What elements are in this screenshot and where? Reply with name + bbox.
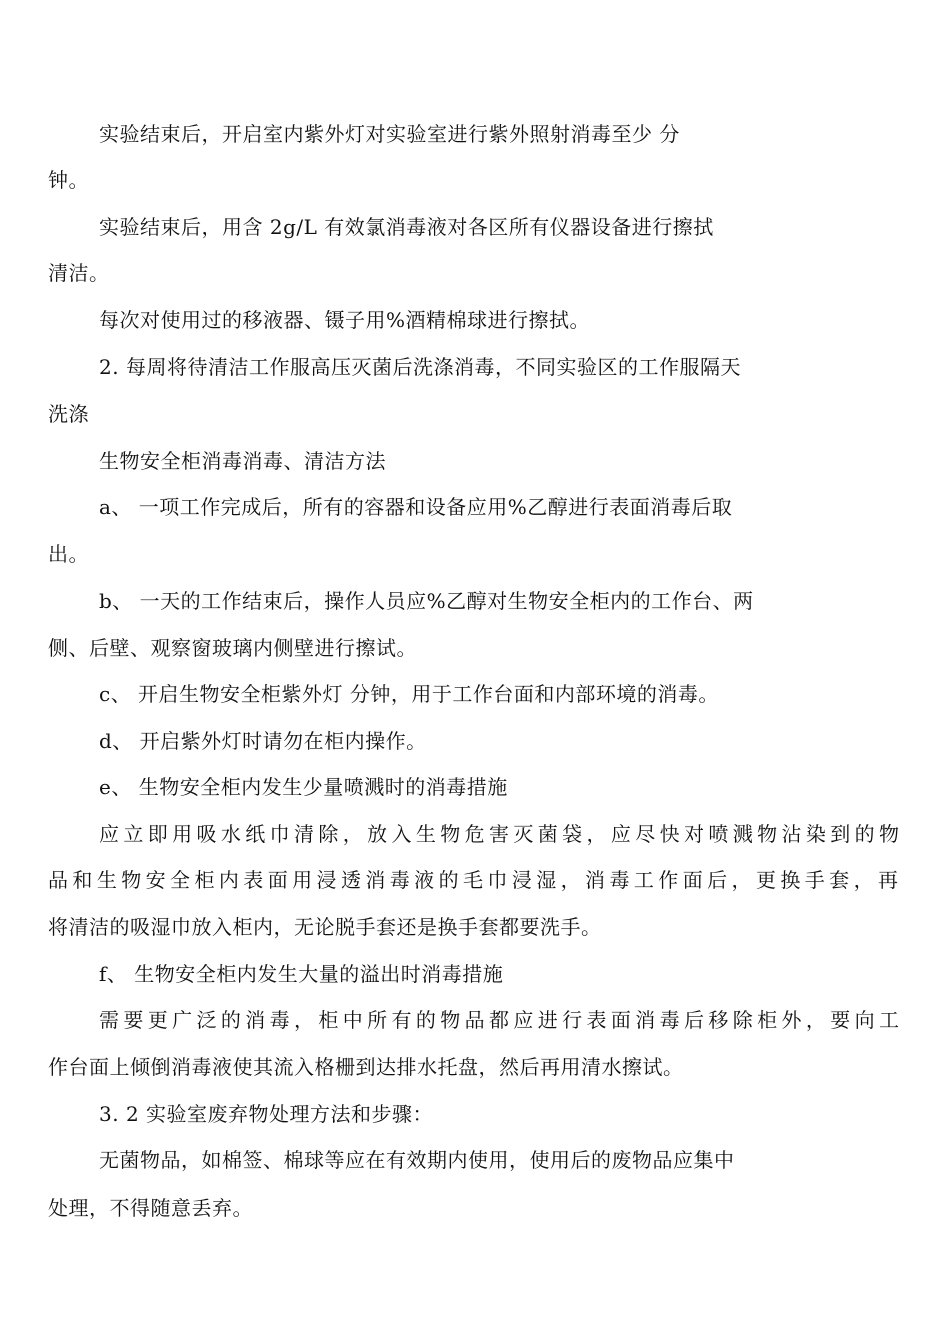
paragraph-workwear-washing: 2. 每周将待清洁工作服高压灭菌后洗涤消毒，不同实验区的工作服隔天 (99, 355, 741, 379)
list-item-a-cont: 出。 (48, 542, 89, 566)
paragraph-pipette-cleaning: 每次对使用过的移液器、镊子用%酒精棉球进行擦拭。 (99, 308, 591, 332)
list-item-e: e、 生物安全柜内发生少量喷溅时的消毒措施 (99, 775, 508, 799)
paragraph-uv-disinfection-cont: 钟。 (48, 168, 89, 192)
paragraph-small-spill-cont-1: 品和生物安全柜内表面用浸透消毒液的毛巾浸湿，消毒工作面后，更换手套，再 (48, 868, 898, 892)
section-heading-biosafety-cabinet: 生物安全柜消毒消毒、清洁方法 (99, 449, 386, 473)
paragraph-sterile-items: 无菌物品，如棉签、棉球等应在有效期内使用，使用后的废物品应集中 (99, 1148, 735, 1172)
paragraph-uv-disinfection: 实验结束后，开启室内紫外灯对实验室进行紫外照射消毒至少 分 (99, 122, 680, 146)
paragraph-small-spill-cont-2: 将清洁的吸湿巾放入柜内，无论脱手套还是换手套都要洗手。 (48, 915, 602, 939)
list-item-a: a、 一项工作完成后，所有的容器和设备应用%乙醇进行表面消毒后取 (99, 495, 733, 519)
list-item-d: d、 开启紫外灯时请勿在柜内操作。 (99, 729, 427, 753)
paragraph-large-spill: 需要更广泛的消毒，柜中所有的物品都应进行表面消毒后移除柜外，要向工 (99, 1008, 899, 1032)
paragraph-workwear-washing-cont: 洗涤 (48, 402, 89, 426)
list-item-c: c、 开启生物安全柜紫外灯 分钟，用于工作台面和内部环境的消毒。 (99, 682, 719, 706)
paragraph-chlorine-cleaning: 实验结束后，用含 2g/L 有效氯消毒液对各区所有仪器设备进行擦拭 (99, 215, 714, 239)
paragraph-sterile-items-cont: 处理，不得随意丢弃。 (48, 1196, 253, 1220)
paragraph-small-spill: 应立即用吸水纸巾清除，放入生物危害灭菌袋，应尽快对喷溅物沾染到的物 (99, 822, 899, 846)
list-item-b-cont: 侧、后壁、观察窗玻璃内侧壁进行擦试。 (48, 636, 417, 660)
list-item-f: f、 生物安全柜内发生大量的溢出时消毒措施 (99, 962, 504, 986)
paragraph-chlorine-cleaning-cont: 清洁。 (48, 261, 110, 285)
section-heading-waste-disposal: 3. 2 实验室废弃物处理方法和步骤： (99, 1102, 434, 1126)
list-item-b: b、 一天的工作结束后，操作人员应%乙醇对生物安全柜内的工作台、两 (99, 589, 754, 613)
paragraph-large-spill-cont: 作台面上倾倒消毒液使其流入格栅到达排水托盘，然后再用清水擦试。 (48, 1055, 684, 1079)
